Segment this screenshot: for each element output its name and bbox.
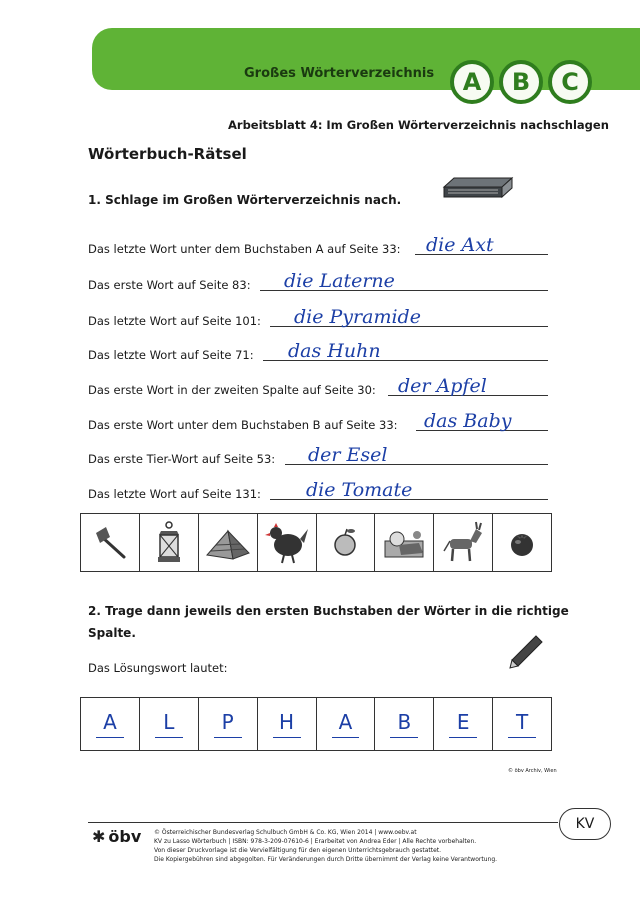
answer-text: das Baby (424, 410, 512, 432)
answer-text: der Esel (308, 444, 388, 466)
question-row (88, 308, 548, 330)
letter-cell (317, 698, 376, 750)
kv-badge: KV (559, 808, 611, 840)
picture-cell (434, 514, 493, 571)
badge-b: B (499, 60, 543, 104)
letter-text: L (163, 710, 175, 734)
question-row (88, 481, 548, 503)
header-title: Großes Wörterverzeichnis (244, 66, 435, 81)
answer-text: die Pyramide (294, 306, 421, 328)
letter-text: P (221, 710, 234, 734)
question-label: Das erste Tier-Wort auf Seite 53: (88, 452, 276, 466)
letter-cell (434, 698, 493, 750)
baby-icon (379, 523, 429, 563)
tomato-icon (505, 526, 539, 560)
letter-line (449, 737, 477, 738)
letter-line (390, 737, 418, 738)
letter-text: B (397, 710, 412, 734)
badge-c: C (548, 60, 592, 104)
solution-label: Das Lösungswort lautet: (88, 661, 228, 675)
question-label: Das erste Wort unter dem Buchstaben B auf Seite 33: (88, 418, 398, 432)
letter-text: A (338, 710, 353, 734)
letter-table (80, 697, 552, 751)
book-icon (440, 175, 516, 201)
letter-line (155, 737, 183, 738)
star-icon: ✱ (92, 827, 106, 846)
letter-text: H (279, 710, 295, 734)
lantern-icon (149, 521, 189, 565)
task2-heading: 2. Trage dann jeweils den ersten Buchstaben der Wörter in die richtige (88, 604, 569, 618)
question-row (88, 236, 548, 258)
question-row (88, 412, 548, 434)
letter-text: A (103, 710, 117, 734)
question-row (88, 272, 548, 294)
pencil-icon (508, 634, 544, 670)
picture-cell (140, 514, 199, 571)
question-label: Das erste Wort in der zweiten Spalte auf Seite 30: (88, 383, 376, 397)
footer-line: Die Kopiergebühren sind abgegolten. Für Veränderungen durch Dritte übernimmt der Verlag keine Verantwortung. (154, 856, 498, 863)
answer-text: die Tomate (306, 479, 413, 501)
letter-cell (493, 698, 551, 750)
letter-text: E (456, 710, 470, 734)
footer-line: Von dieser Druckvorlage ist die Vervielfältigung für den eigenen Unterrichtsgebrauch gestattet. (154, 847, 442, 854)
logo-text: öbv (108, 827, 142, 846)
footer-line: KV zu Lasso Wörterbuch | ISBN: 978-3-209-07610-6 | Erarbeitet von Andrea Eder | Alle Rechte vorbehalten. (154, 838, 477, 845)
question-label: Das letzte Wort auf Seite 101: (88, 314, 261, 328)
axe-icon (90, 523, 130, 563)
answer-text: der Apfel (398, 375, 487, 397)
publisher-logo (92, 827, 141, 846)
picture-cell (258, 514, 317, 571)
badge-a: A (450, 60, 494, 104)
picture-cell (493, 514, 551, 571)
donkey-icon (440, 521, 486, 565)
picture-cell (81, 514, 140, 571)
letter-cell (140, 698, 199, 750)
picture-cell (375, 514, 434, 571)
worksheet-subtitle: Arbeitsblatt 4: Im Großen Wörterverzeichnis nachschlagen (228, 118, 609, 132)
question-row (88, 377, 548, 399)
question-label: Das erste Wort auf Seite 83: (88, 278, 251, 292)
footer-text (154, 828, 497, 864)
letter-text: T (515, 710, 529, 734)
picture-cell (199, 514, 258, 571)
letter-cell (199, 698, 258, 750)
answer-text: das Huhn (288, 340, 381, 362)
footer-rule (88, 822, 558, 823)
picture-table (80, 513, 552, 572)
chicken-icon (264, 521, 310, 565)
question-label: Das letzte Wort auf Seite 71: (88, 348, 254, 362)
task2-heading-cont: Spalte. (88, 626, 136, 640)
letter-cell (81, 698, 140, 750)
letter-line (214, 737, 242, 738)
question-row (88, 446, 548, 468)
picture-cell (317, 514, 376, 571)
question-label: Das letzte Wort auf Seite 131: (88, 487, 261, 501)
question-row (88, 342, 548, 364)
pyramid-icon (203, 525, 253, 561)
letter-line (508, 737, 536, 738)
letter-cell (375, 698, 434, 750)
answer-text: die Laterne (284, 270, 395, 292)
page-title: Wörterbuch-Rätsel (88, 145, 247, 163)
letter-line (96, 737, 124, 738)
apple-icon (328, 526, 362, 560)
question-label: Das letzte Wort unter dem Buchstaben A auf Seite 33: (88, 242, 401, 256)
archive-credit: © öbv Archiv, Wien (508, 768, 557, 774)
answer-text: die Axt (426, 234, 494, 256)
letter-cell (258, 698, 317, 750)
letter-line (273, 737, 301, 738)
footer-line: © Österreichischer Bundesverlag Schulbuch GmbH & Co. KG, Wien 2014 | www.oebv.at (154, 829, 417, 836)
task1-heading: 1. Schlage im Großen Wörterverzeichnis nach. (88, 193, 402, 207)
letter-line (332, 737, 360, 738)
